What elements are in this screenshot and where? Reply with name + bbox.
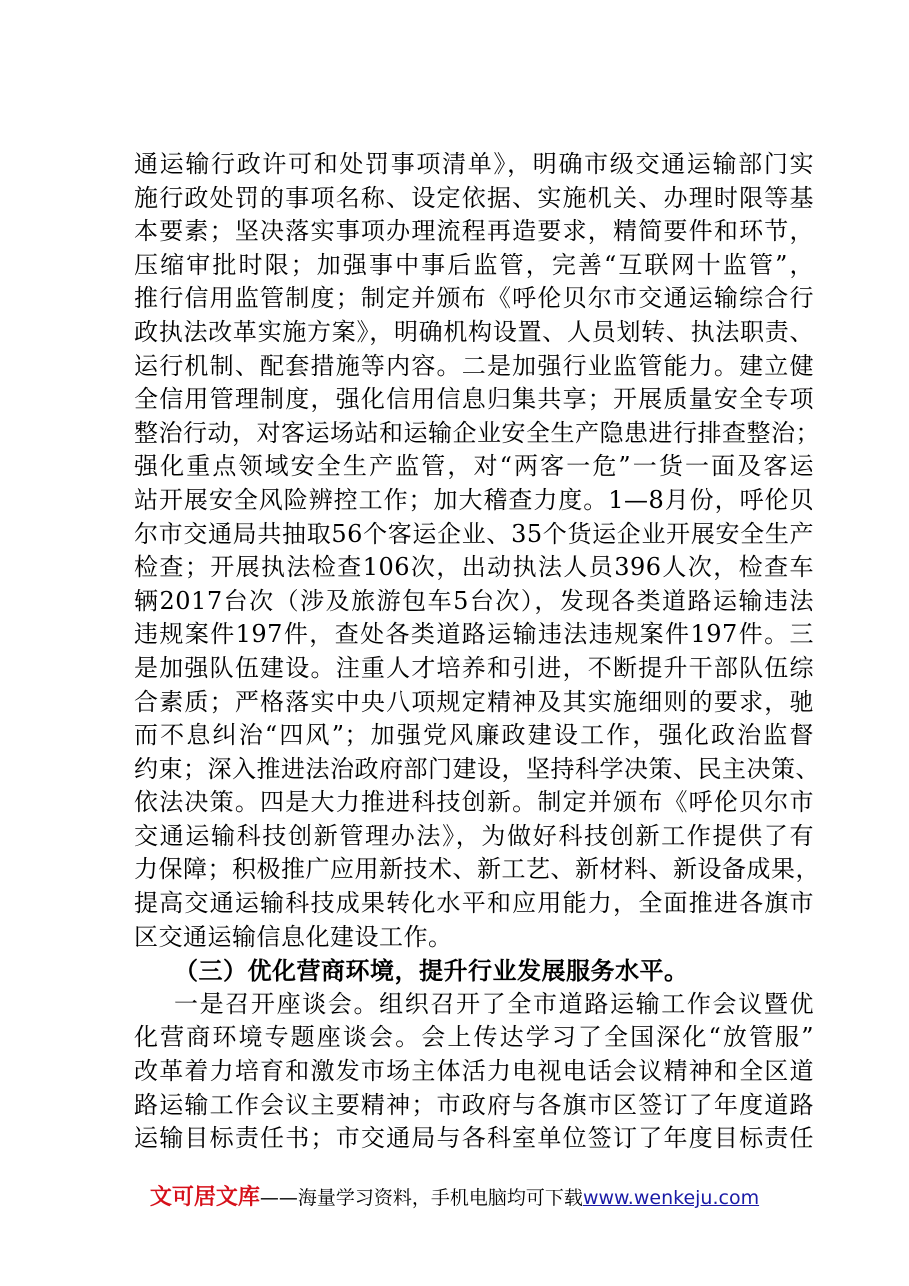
text-line: 合素质；严格落实中央八项规定精神及其实施细则的要求，驰 <box>134 687 814 716</box>
footer-banner <box>0 1180 909 1211</box>
text-line: 路运输工作会议主要精神；市政府与各旗市区签订了年度道路 <box>134 1090 814 1119</box>
text-line: 交通运输科技创新管理办法》，为做好科技创新工作提供了有 <box>134 821 814 850</box>
text-line: 化营商环境专题座谈会。会上传达学习了全国深化“放管服” <box>134 1023 814 1052</box>
text-line: 改革着力培育和激发市场主体活力电视电话会议精神和全区道 <box>134 1057 814 1086</box>
text-line: 站开展安全风险辨控工作；加大稽查力度。1—8月份，呼伦贝 <box>134 485 814 514</box>
text-line: 本要素；坚决落实事项办理流程再造要求，精简要件和环节， <box>134 217 814 246</box>
section-heading: （三）优化营商环境，提升行业发展服务水平。 <box>174 956 689 986</box>
text-line: 提高交通运输科技成果转化水平和应用能力，全面推进各旗市 <box>134 889 814 918</box>
text-line: 辆2017台次（涉及旅游包车5台次），发现各类道路运输违法 <box>134 586 814 615</box>
text-line: 尔市交通局共抽取56个客运企业、35个货运企业开展安全生产 <box>134 519 814 548</box>
text-line: 整治行动，对客运场站和运输企业安全生产隐患进行排查整治； <box>134 418 820 447</box>
text-line: 力保障；积极推广应用新技术、新工艺、新材料、新设备成果， <box>134 855 820 884</box>
text-line: 是加强队伍建设。注重人才培养和引进，不断提升干部队伍综 <box>134 653 814 682</box>
text-line: 检查；开展执法检查106次，出动执法人员396人次，检查车 <box>134 553 814 582</box>
text-line: 全信用管理制度，强化信用信息归集共享；开展质量安全专项 <box>134 385 814 414</box>
text-line: 区交通运输信息化建设工作。 <box>134 922 453 951</box>
text-line: 施行政处罚的事项名称、设定依据、实施机关、办理时限等基 <box>134 183 814 212</box>
text-line: 运行机制、配套措施等内容。二是加强行业监管能力。建立健 <box>134 351 814 380</box>
text-line: 约束；深入推进法治政府部门建设，坚持科学决策、民主决策、 <box>134 754 820 783</box>
text-line: 依法决策。四是大力推进科技创新。制定并颁布《呼伦贝尔市 <box>134 788 814 817</box>
text-line: 违规案件197件，查处各类道路运输违法违规案件197件。三 <box>134 620 814 649</box>
footer-url-link[interactable]: www.wenkeju.com <box>582 1187 760 1209</box>
text-line: 政执法改革实施方案》，明确机构设置、人员划转、执法职责、 <box>134 317 814 346</box>
text-line: 一是召开座谈会。组织召开了全市道路运输工作会议暨优 <box>174 989 814 1018</box>
text-line: 运输目标责任书；市交通局与各科室单位签订了年度目标责任 <box>134 1124 814 1153</box>
text-line: 通运输行政许可和处罚事项清单》，明确市级交通运输部门实 <box>134 150 814 178</box>
footer-slogan: ——海量学习资料，手机电脑均可下载 <box>259 1187 583 1209</box>
text-line: 推行信用监管制度；制定并颁布《呼伦贝尔市交通运输综合行 <box>134 284 814 313</box>
text-line: 强化重点领域安全生产监管，对“两客一危”一货一面及客运 <box>134 452 814 481</box>
body-text <box>134 148 820 1156</box>
text-line: 压缩审批时限；加强事中事后监管，完善“互联网十监管”， <box>134 250 814 279</box>
footer-brand: 文可居文库 <box>149 1185 260 1210</box>
text-line: 而不息纠治“四风”；加强党风廉政建设工作，强化政治监督 <box>134 721 814 750</box>
